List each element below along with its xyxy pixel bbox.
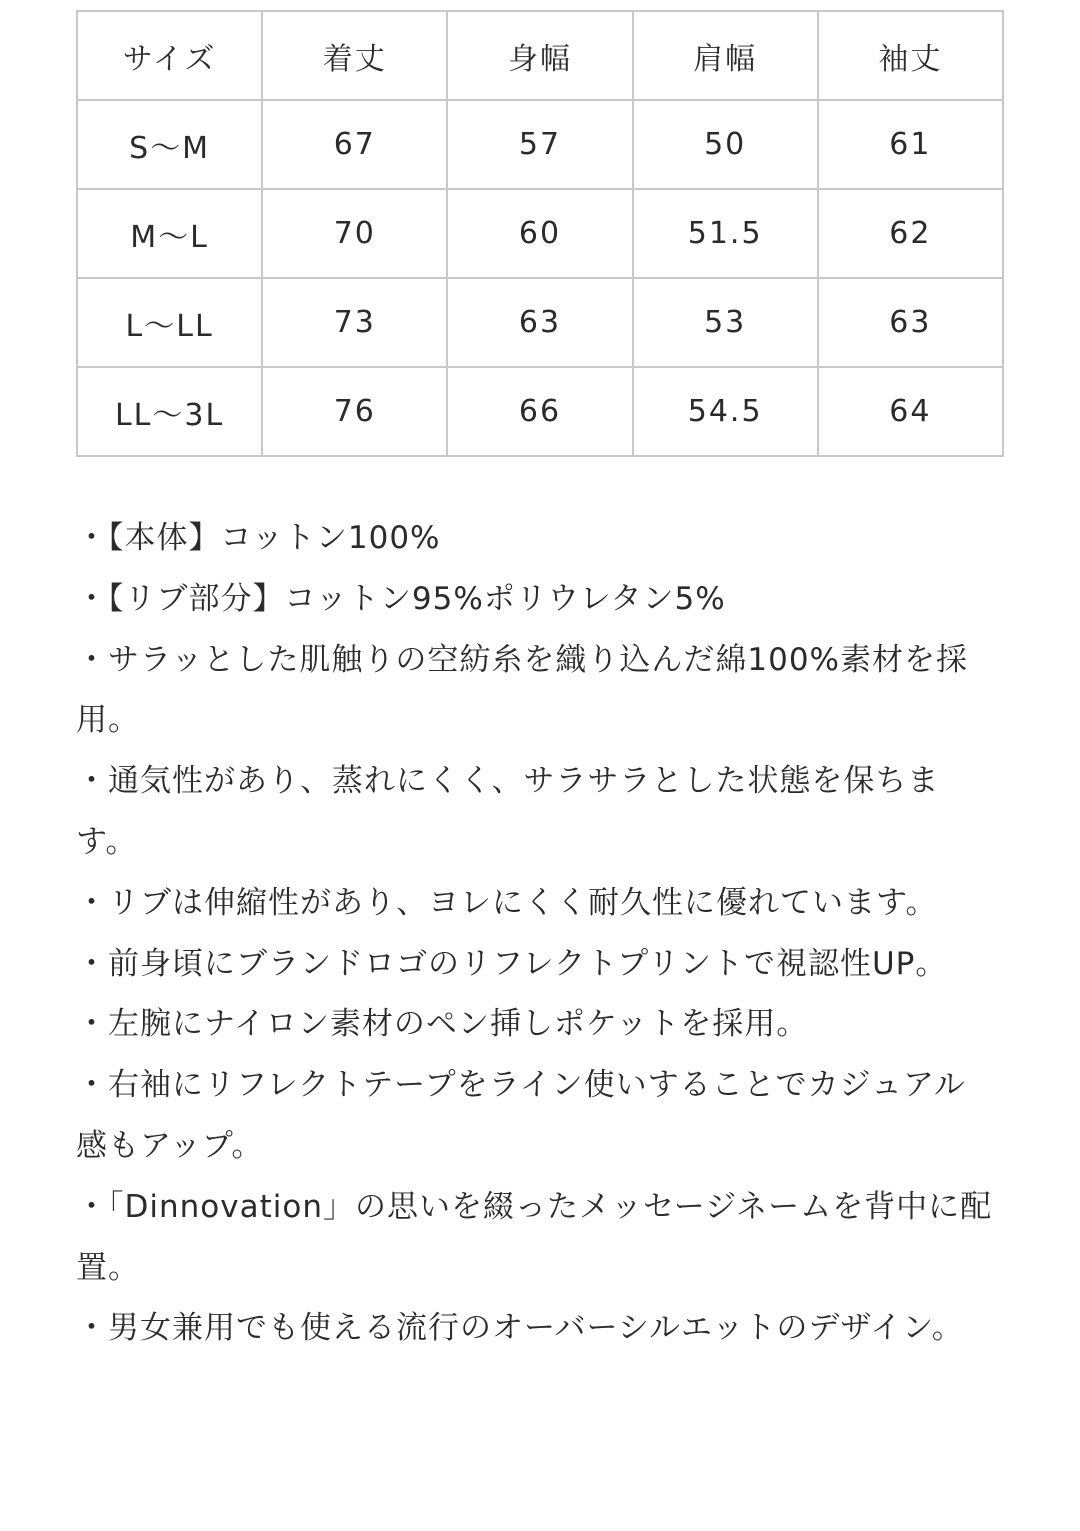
cell-length: 67 (262, 100, 447, 189)
product-notes-list (76, 508, 996, 1359)
cell-shoulder: 50 (633, 100, 818, 189)
cell-shoulder: 54.5 (633, 367, 818, 456)
note-body-material: ・【本体】コットン100% (76, 520, 441, 556)
cell-length: 76 (262, 367, 447, 456)
cell-size: LL〜3L (77, 367, 262, 456)
cell-size: S〜M (77, 100, 262, 189)
cell-width: 57 (447, 100, 632, 189)
header-size: サイズ (77, 11, 262, 100)
note-unisex-design: ・男女兼用でも使える流行のオーバーシルエットのデザイン。 (76, 1310, 964, 1347)
cell-shoulder: 51.5 (633, 189, 818, 278)
cell-size: M〜L (77, 189, 262, 278)
header-length: 着丈 (262, 11, 447, 100)
table-row (77, 367, 1003, 456)
cell-sleeve: 62 (818, 189, 1003, 278)
cell-sleeve: 63 (818, 278, 1003, 367)
size-table (76, 10, 1004, 457)
header-sleeve: 袖丈 (818, 11, 1003, 100)
note-fabric: ・サラッとした肌触りの空紡糸を織り込んだ綿100%素材を採用。 (76, 641, 969, 739)
cell-width: 60 (447, 189, 632, 278)
cell-sleeve: 64 (818, 367, 1003, 456)
cell-width: 63 (447, 278, 632, 367)
cell-size: L〜LL (77, 278, 262, 367)
note-pen-pocket: ・左腕にナイロン素材のペン挿しポケットを採用。 (76, 1006, 809, 1043)
header-width: 身幅 (447, 11, 632, 100)
note-reflect-tape: ・右袖にリフレクトテープをライン使いすることでカジュアル感もアップ。 (76, 1067, 966, 1164)
cell-sleeve: 61 (818, 100, 1003, 189)
note-reflect-print: ・前身頃にブランドロゴのリフレクトプリントで視認性UP。 (76, 945, 948, 982)
note-rib-durability: ・リブは伸縮性があり、ヨレにくく耐久性に優れています。 (76, 884, 938, 921)
cell-length: 73 (262, 278, 447, 367)
cell-shoulder: 53 (633, 278, 818, 367)
cell-length: 70 (262, 189, 447, 278)
note-message-name: ・「Dinnovation」の思いを綴ったメッセージネームを背中に配置。 (76, 1188, 993, 1286)
size-table-header-row (77, 11, 1003, 100)
table-row (77, 278, 1003, 367)
table-row (77, 100, 1003, 189)
table-row (77, 189, 1003, 278)
note-breathability: ・通気性があり、蒸れにくく、サラサラとした状態を保ちます。 (76, 763, 940, 860)
cell-width: 66 (447, 367, 632, 456)
header-shoulder: 肩幅 (633, 11, 818, 100)
note-rib-material: ・【リブ部分】コットン95%ポリウレタン5% (76, 580, 726, 617)
